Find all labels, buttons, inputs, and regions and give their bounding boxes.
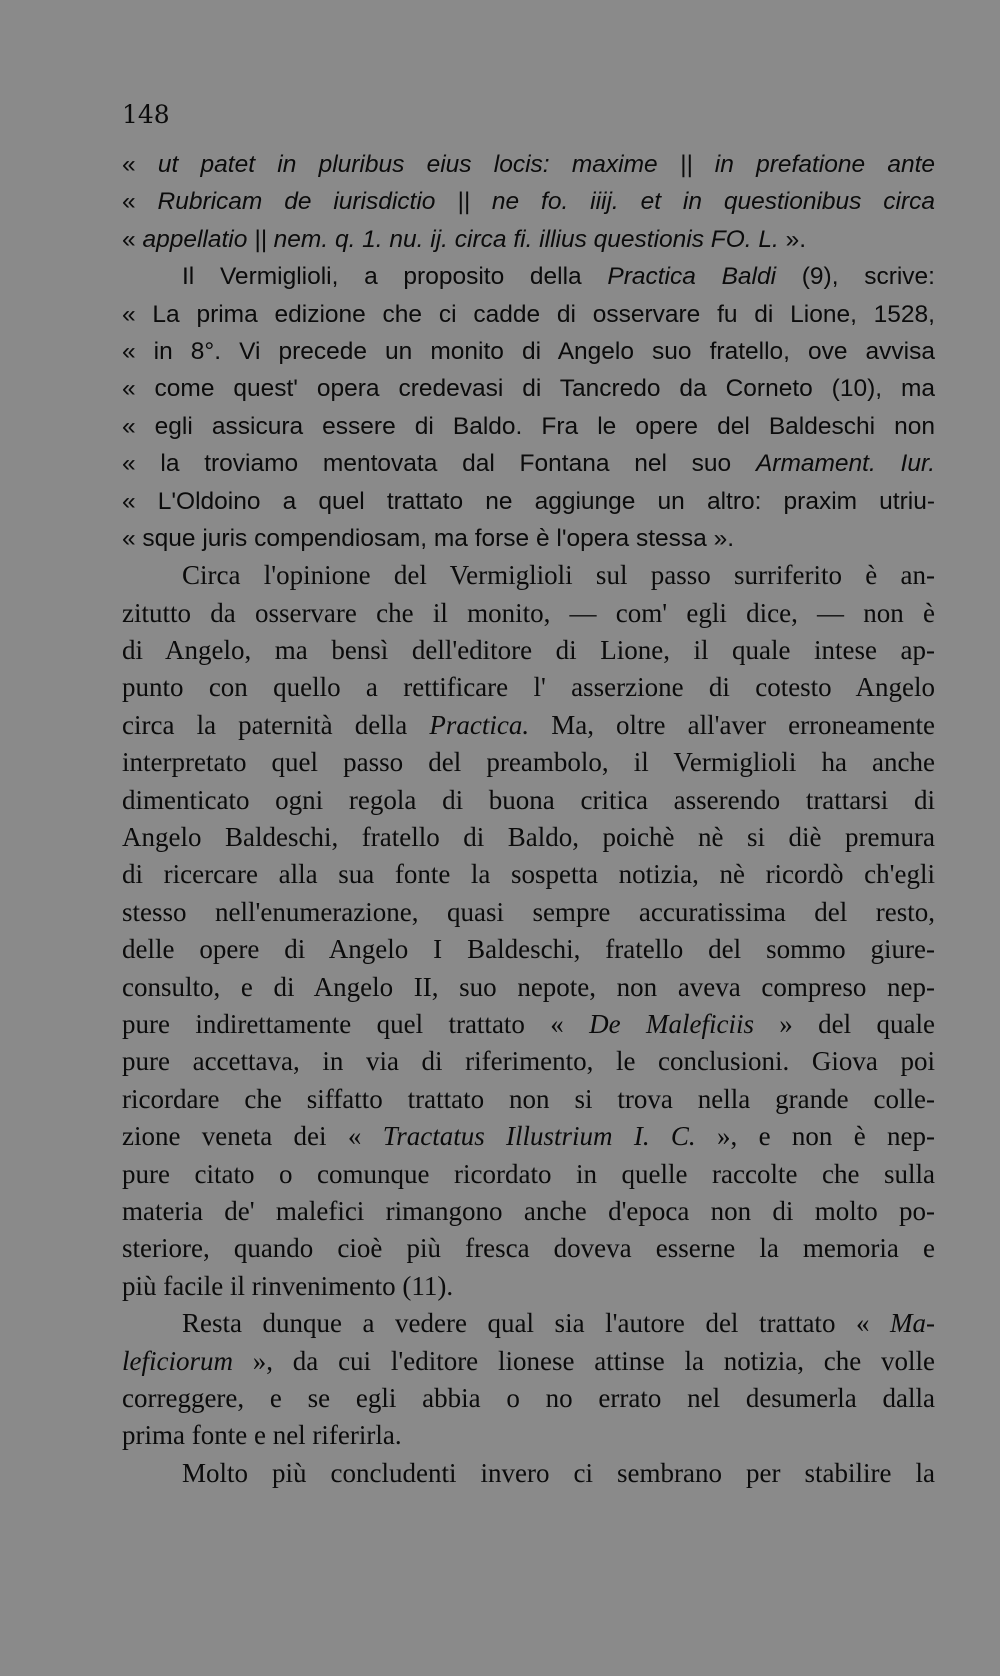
text-segment: Circa l'opinione del Vermiglioli sul passo surriferito è an-: [182, 560, 935, 591]
text-segment: pure accettava, in via di riferimento, le conclusioni. Giova poi: [122, 1046, 935, 1077]
text-segment: correggere, e se egli abbia o no errato nel desumerla dalla: [122, 1382, 935, 1413]
text-segment: « L'Oldoino a quel trattato ne aggiunge un altro: praxim utriu-: [122, 487, 935, 515]
text-segment: materia de' malefici rimangono anche d'epoca non di molto po-: [122, 1195, 935, 1226]
text-segment: delle opere di Angelo I Baldeschi, fratello del sommo giure-: [122, 934, 935, 965]
italic-text-segment: ut patet in pluribus eius locis: maxime || in prefatione ante: [157, 151, 936, 178]
text-line: [122, 1343, 935, 1380]
text-segment: Molto più concludenti invero ci sembrano per stabilire la: [182, 1457, 935, 1488]
italic-text-segment: appellatio || nem. q. 1. nu. ij. circa fi. illius questionis FO. L.: [142, 225, 779, 253]
text-segment: « sque juris compendiosam, ma forse è l'opera stessa ».: [122, 524, 735, 552]
italic-text-segment: leficiorum: [122, 1345, 233, 1376]
text-segment: zitutto da osservare che il monito, — com' egli dice, — non è: [122, 597, 935, 628]
text-line: [122, 1043, 935, 1080]
text-line: [122, 1006, 935, 1043]
text-line: [122, 445, 935, 482]
text-line: [122, 931, 935, 968]
text-segment: punto con quello a rettificare l' asserzione di cotesto Angelo: [122, 672, 935, 703]
text-line: [122, 595, 935, 632]
text-segment: » del quale: [753, 1008, 935, 1039]
text-line: [122, 146, 935, 183]
text-line: [122, 1380, 935, 1417]
text-line: [122, 1193, 935, 1230]
text-segment: dimenticato ogni regola di buona critica asserendo trattarsi di: [122, 784, 935, 815]
text-segment: Il Vermiglioli, a proposito della: [182, 263, 608, 291]
text-segment: steriore, quando cioè più fresca doveva esserne la memoria e: [122, 1233, 935, 1264]
text-line: [122, 370, 935, 407]
text-line: [122, 1417, 935, 1454]
text-line: [122, 744, 935, 781]
italic-text-segment: De Maleficiis: [589, 1008, 754, 1039]
text-line: [122, 632, 935, 669]
text-line: [122, 1268, 935, 1305]
page-number: 148: [122, 100, 170, 129]
text-segment: prima fonte e nel riferirla.: [122, 1420, 402, 1451]
text-segment: circa la paternità della: [122, 709, 430, 740]
text-line: [122, 669, 935, 706]
text-segment: pure indirettamente quel trattato «: [122, 1008, 590, 1039]
text-segment: pure citato o comunque ricordato in quelle raccolte che sulla: [122, 1158, 935, 1189]
page-body-text: [122, 146, 935, 1492]
text-segment: di ricercare alla sua fonte la sospetta notizia, nè ricordò ch'egli: [122, 859, 935, 890]
italic-text-segment: Armament. Iur.: [755, 450, 935, 478]
text-line: [122, 1081, 935, 1118]
text-segment: «: [122, 225, 143, 253]
text-line: [122, 408, 935, 445]
text-segment: ricordare che siffatto trattato non si trova nella grande colle-: [122, 1083, 935, 1114]
text-line: [122, 1230, 935, 1267]
text-line: [122, 1455, 935, 1492]
text-segment: zione veneta dei «: [122, 1121, 383, 1152]
text-segment: « La prima edizione che ci cadde di osservare fu di Lione, 1528,: [122, 300, 935, 328]
text-line: [122, 296, 935, 333]
text-segment: di Angelo, ma bensì dell'editore di Lione, il quale intese ap-: [122, 635, 935, 666]
text-line: [122, 782, 935, 819]
italic-text-segment: Practica.: [429, 709, 530, 740]
text-line: [122, 1156, 935, 1193]
text-line: [122, 707, 935, 744]
text-line: [122, 183, 935, 220]
text-segment: consulto, e di Angelo II, suo nepote, non aveva compreso nep-: [122, 971, 935, 1002]
text-segment: », da cui l'editore lionese attinse la notizia, che volle: [232, 1345, 935, 1376]
text-segment: stesso nell'enumerazione, quasi sempre accuratissima del resto,: [122, 896, 935, 927]
italic-text-segment: Practica Baldi: [607, 263, 777, 291]
text-line: [122, 557, 935, 594]
text-line: [122, 333, 935, 370]
text-segment: « la troviamo mentovata dal Fontana nel suo: [122, 450, 756, 478]
italic-text-segment: Ma-: [890, 1308, 935, 1339]
text-segment: « come quest' opera credevasi di Tancredo da Corneto (10), ma: [122, 375, 935, 403]
text-segment: Ma, oltre all'aver erroneamente: [529, 709, 935, 740]
text-segment: ».: [778, 225, 807, 253]
text-line: [122, 969, 935, 1006]
text-line: [122, 483, 935, 520]
text-line: [122, 520, 935, 557]
text-segment: più facile il rinvenimento (11).: [122, 1270, 454, 1301]
text-line: [122, 1305, 935, 1342]
text-segment: (9), scrive:: [776, 263, 935, 291]
italic-text-segment: Tractatus Illustrium I. C.: [382, 1121, 696, 1152]
text-line: [122, 894, 935, 931]
text-line: [122, 856, 935, 893]
text-segment: « egli assicura essere di Baldo. Fra le opere del Baldeschi non: [122, 412, 935, 440]
text-line: [122, 221, 935, 258]
text-segment: « in 8°. Vi precede un monito di Angelo suo fratello, ove avvisa: [122, 337, 935, 365]
text-segment: «: [122, 151, 158, 178]
text-segment: Resta dunque a vedere qual sia l'autore del trattato «: [182, 1308, 891, 1339]
text-line: [122, 819, 935, 856]
text-segment: interpretato quel passo del preambolo, il Vermiglioli ha anche: [122, 747, 935, 778]
italic-text-segment: Rubricam de iurisdictio || ne fo. iiij. et in questionibus circa: [157, 188, 935, 216]
text-line: [122, 258, 935, 295]
text-segment: Angelo Baldeschi, fratello di Baldo, poichè nè si diè premura: [122, 822, 935, 853]
text-line: [122, 1118, 935, 1155]
text-segment: », e non è nep-: [695, 1121, 935, 1152]
text-segment: «: [122, 188, 158, 216]
